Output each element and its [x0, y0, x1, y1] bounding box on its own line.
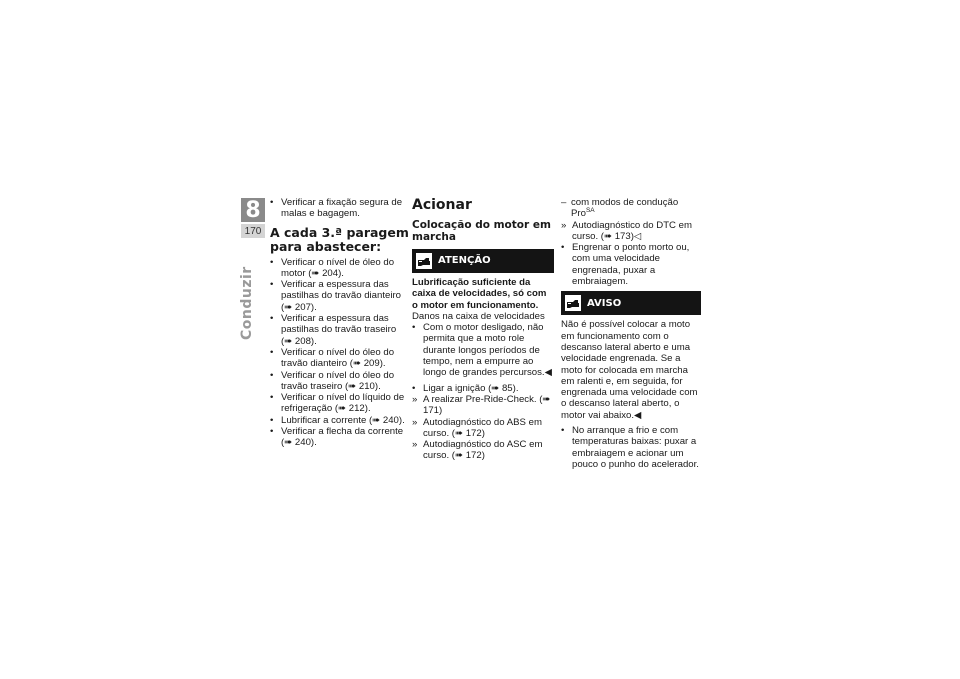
- bullet-mark: •: [412, 382, 416, 394]
- column-3: [561, 197, 701, 470]
- list-item: [270, 392, 410, 415]
- column-2: [412, 197, 554, 462]
- list-item-text: No arranque a frio e com temperaturas baixas: puxar a embraiagem e acionar um pouco o punho do acelerador.: [572, 425, 699, 470]
- list-item-text: Ligar a ignição (➠ 85).: [423, 382, 519, 394]
- bullet-mark: •: [270, 369, 274, 381]
- list-item-text: Verificar a fixação segura de malas e bagagem.: [281, 197, 403, 220]
- list-item: [270, 426, 410, 449]
- list-item: [412, 439, 554, 462]
- list-item: [270, 257, 410, 280]
- list-item-text: Verificar o nível de óleo do motor (➠ 204).: [281, 256, 395, 279]
- warning-body: Danos na caixa de velocidades: [412, 310, 545, 322]
- section-title: A cada 3.ª paragem para abastecer:: [270, 224, 409, 254]
- list-item: [561, 197, 701, 220]
- warning-label: ATENÇÃO: [438, 255, 491, 267]
- list-item-text: Verificar a flecha da corrente (➠ 240).: [281, 426, 404, 449]
- bullet-mark: •: [270, 197, 274, 208]
- bullet-mark: •: [270, 256, 274, 268]
- bullet-mark: •: [412, 322, 416, 334]
- list-item: [412, 417, 554, 440]
- chapter-number: 8: [241, 198, 265, 222]
- list-item-text: Lubrificar a corrente (➠ 240).: [281, 414, 405, 426]
- list-item-text: Verificar a espessura das pastilhas do travão dianteiro (➠ 207).: [281, 279, 401, 313]
- list-item-text: Verificar o nível do óleo do travão dianteiro (➠ 209).: [281, 346, 395, 370]
- list-item-text: Engrenar o ponto morto ou, com uma velocidade engrenada, puxar a embraiagem.: [572, 242, 690, 288]
- warning-heading: Lubrificação suficiente da caixa de velocidades, só com o motor em funcionamento.: [412, 277, 547, 311]
- list-item: [270, 197, 410, 220]
- bullet-mark: »: [412, 416, 418, 428]
- bullet-mark: »: [561, 219, 567, 231]
- bullet-mark: »: [412, 439, 418, 451]
- list-item-text: Verificar a espessura das pastilhas do travão traseiro (➠ 208).: [281, 313, 397, 347]
- superscript: SA: [585, 207, 595, 215]
- list-item-text: Autodiagnóstico do DTC em curso. (➠ 173)◁: [572, 219, 692, 242]
- bullet-mark: •: [270, 279, 274, 291]
- bullet-mark: •: [270, 313, 274, 325]
- list-item: [270, 279, 410, 313]
- manual-hand-icon: [565, 295, 581, 311]
- dash-mark: –: [561, 197, 567, 208]
- bullet-mark: •: [561, 242, 565, 254]
- list-item: [561, 220, 701, 243]
- bullet-mark: •: [270, 414, 274, 426]
- bullet-mark: •: [270, 426, 274, 438]
- list-item-text: Verificar o nível do líquido de refrigeração (➠ 212).: [281, 392, 405, 415]
- list-item-text: Autodiagnóstico do ASC em curso. (➠ 172): [423, 439, 543, 462]
- list-item: [412, 383, 554, 394]
- chapter-side-label: Conduzir: [239, 266, 255, 340]
- list-item-text: Com o motor desligado, não permita que a moto role durante longos períodos de tempo, nem a empurre ao longo de grandes percursos.◀: [423, 322, 552, 379]
- list-item-text: Verificar o nível do óleo do travão traseiro (➠ 210).: [281, 369, 395, 392]
- bullet-mark: »: [412, 393, 418, 405]
- column-1: [270, 197, 410, 449]
- list-item: [412, 394, 554, 417]
- notice-banner: [561, 291, 701, 315]
- list-item: [270, 415, 410, 426]
- subsection-title: Colocação do motor em marcha: [412, 219, 551, 243]
- notice-body: Não é possível colocar a moto em funcionamento com o descanso lateral aberto e uma velocidade engrenada. Se a moto for colocada em marcha em ralenti e, em seguida, for engrenada uma velocidade com o descanso lateral aberto, o motor vai abaixo.◀: [561, 319, 698, 421]
- list-item: [270, 347, 410, 370]
- bullet-mark: •: [270, 346, 274, 358]
- bullet-mark: •: [270, 392, 274, 404]
- page-number: 170: [241, 224, 265, 238]
- list-item: [412, 322, 554, 378]
- list-item-text: A realizar Pre-Ride-Check. (➠ 171): [423, 393, 551, 417]
- page-title: Acionar: [412, 197, 472, 213]
- manual-hand-icon: [416, 253, 432, 269]
- list-item: [561, 242, 701, 287]
- list-item: [561, 425, 701, 470]
- list-item-text: Autodiagnóstico do ABS em curso. (➠ 172): [423, 416, 542, 439]
- bullet-mark: •: [561, 425, 565, 437]
- list-item: [270, 370, 410, 393]
- notice-label: AVISO: [587, 297, 622, 309]
- warning-banner: [412, 249, 554, 273]
- list-item-text: com modos de condução Pro: [571, 197, 679, 220]
- list-item: [270, 313, 410, 347]
